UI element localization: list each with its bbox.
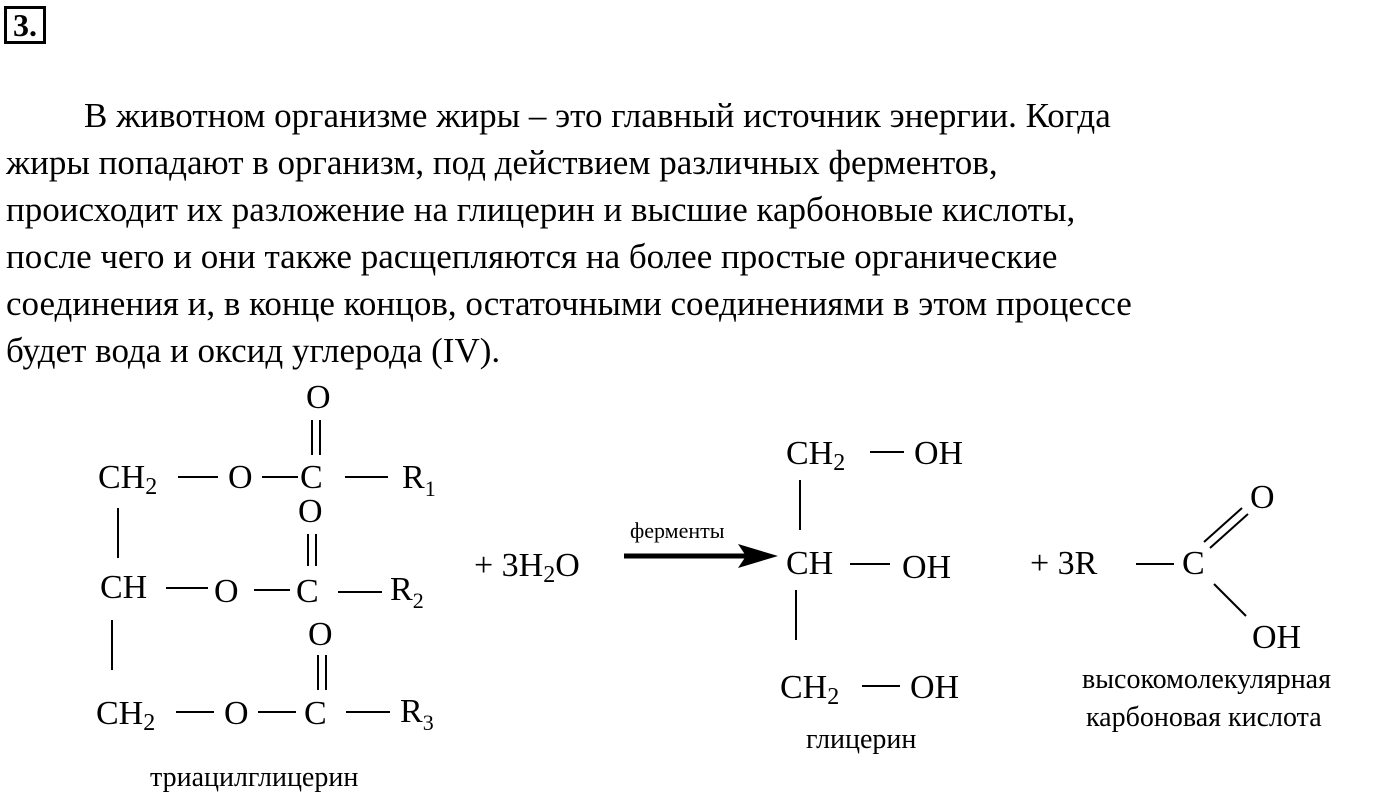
glycerol-ch2-top: CH2 [786,435,846,476]
glycerol-ch-mid: CH [786,545,834,582]
carbonyl-carbon-3: C [304,695,327,732]
acid-caption-line2: карбоновая кислота [1086,702,1322,733]
acid-caption-line1: высокомолекулярная [1082,664,1331,695]
r3-label: $R_3$ [400,693,434,735]
ester-oxygen-1: O [228,459,253,496]
text-line: будет вода и оксид углерода (IV). [6,331,501,370]
carbonyl-oxygen-1: O [306,379,331,416]
water-reactant: + 3H2O [474,547,580,588]
triacylglycerol-caption: триацилглицерин [150,762,359,793]
glycerol-oh-top: OH [914,435,964,472]
text-line: происходит их разложение на глицерин и высшие карбоновые кислоты, [6,190,1076,229]
text-line: соединения и, в конце концов, остаточными соединениями в этом процессе [6,284,1132,323]
carbonyl-oxygen-3: O [308,616,333,653]
bond [1214,584,1246,616]
carboxylic-acid-structure [1030,479,1331,733]
problem-number: 3. [4,6,46,44]
glycerol-structure [780,435,963,755]
reaction-arrow [624,518,778,568]
glycerol-ch2-bottom: CH2 [780,669,840,710]
ch2-bottom-label: CH2 [96,695,156,736]
glycerol-oh-bottom: OH [910,669,960,706]
carbonyl-carbon-1: C [300,459,323,496]
acid-r-label: + 3R [1030,545,1098,582]
r2-label: $R_2$ [390,571,424,613]
glycerol-oh-mid: OH [902,549,952,586]
acid-oh: OH [1252,619,1302,656]
ch2-top-label: CH2 [98,459,158,500]
ester-oxygen-2: O [214,573,239,610]
acid-oxygen: O [1250,479,1275,516]
carbonyl-oxygen-2: O [298,493,323,530]
text-line: В животном организме жиры – это главный источник энергии. Когда [84,96,1111,135]
acid-carbon: C [1182,545,1205,582]
ch-mid-label: CH [100,569,148,606]
ester-oxygen-3: O [224,695,249,732]
triacylglycerol-structure [96,379,436,793]
arrow-label-enzymes: ферменты [630,518,725,543]
r1-label: $R_1$ [402,459,436,501]
glycerol-caption: глицерин [806,724,917,755]
text-line: жиры попадают в организм, под действием различных ферментов, [6,143,998,182]
text-line: после чего и они также расщепляются на более простые органические [6,237,1058,276]
carbonyl-carbon-2: C [296,573,319,610]
